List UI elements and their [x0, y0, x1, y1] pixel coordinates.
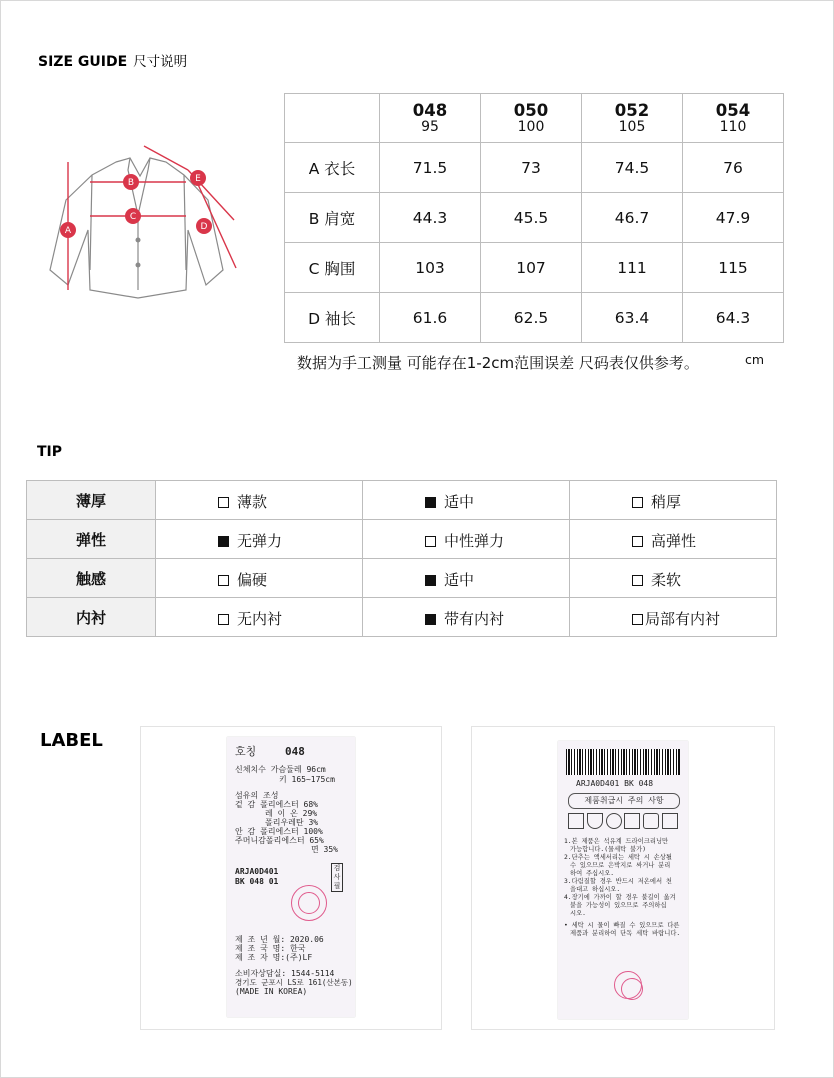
- tip-option-label: 局部有内衬: [645, 610, 721, 628]
- tag-size-title: 호칭: [235, 745, 257, 758]
- checkbox-checked-icon: [218, 536, 229, 547]
- size-row-shoulder: [285, 193, 784, 243]
- tip-row-label: 触感: [27, 559, 156, 598]
- jacket-button: [136, 263, 141, 268]
- tag-line: • 세탁 시 물이 빠질 수 있으므로 다른: [564, 922, 680, 929]
- tag-line: 시오.: [570, 910, 586, 917]
- marker-e: [190, 170, 206, 186]
- tip-option-label: 适中: [444, 571, 475, 589]
- size-cell: 64.3: [683, 293, 784, 343]
- size-cell: 73: [481, 143, 582, 193]
- tag-line: 경기도 군포시 LS로 161(산본동): [235, 978, 353, 987]
- svg-text:E: E: [195, 174, 201, 184]
- size-cell: 74.5: [582, 143, 683, 193]
- tip-option: [156, 481, 363, 520]
- checkbox-icon: [632, 497, 643, 508]
- wash-icon: [568, 813, 584, 829]
- size-header-050: 050 100: [481, 94, 582, 143]
- size-table-header-row: [285, 94, 784, 143]
- tip-option: [570, 559, 777, 598]
- size-row-sleeve: [285, 293, 784, 343]
- checkbox-icon: [218, 575, 229, 586]
- checkbox-checked-icon: [425, 497, 436, 508]
- svg-text:C: C: [129, 212, 137, 222]
- size-cell: 76: [683, 143, 784, 193]
- tip-option-label: 柔软: [651, 571, 682, 589]
- tip-option-label: 适中: [444, 493, 475, 511]
- tip-row-thickness: [27, 481, 777, 520]
- svg-text:A: A: [64, 226, 72, 236]
- tag-line: 섬유의 조성: [235, 791, 279, 800]
- tip-option: [156, 520, 363, 559]
- tag-line: 제 조 국 명: 한국: [235, 944, 306, 953]
- inspection-stamp: [291, 885, 327, 921]
- tag-line: BK 048 01: [235, 877, 279, 886]
- checkbox-icon: [425, 536, 436, 547]
- size-cell: 61.6: [380, 293, 481, 343]
- svg-text:B: B: [127, 178, 135, 188]
- size-cell: 47.9: [683, 193, 784, 243]
- tip-option: [156, 559, 363, 598]
- tag-line: 제품과 분리하여 단독 세탁 바랍니다.: [570, 930, 681, 937]
- checkbox-checked-icon: [425, 614, 436, 625]
- no-tumble-dry-icon: [662, 813, 678, 829]
- tip-option-label: 中性弹力: [444, 532, 505, 550]
- tag-line: 3.다림질할 경우 반드시 저온에서 천: [564, 878, 672, 885]
- tag-line: 수 있으므로 은박지로 싸거나 분리: [570, 862, 671, 869]
- tag-line: 가능합니다.(물세탁 불가): [570, 846, 646, 853]
- size-header-054: 054 110: [683, 94, 784, 143]
- size-guide-title: [38, 50, 187, 70]
- marker-a: [60, 222, 76, 238]
- jacket-button: [136, 238, 141, 243]
- tip-option-label: 稍厚: [651, 493, 682, 511]
- checkbox-icon: [632, 536, 643, 547]
- tip-option: [363, 520, 570, 559]
- checkbox-icon: [218, 497, 229, 508]
- size-row-label: D 袖长: [285, 293, 380, 343]
- no-bleach-icon: [624, 813, 640, 829]
- tag-line: (MADE IN KOREA): [235, 987, 308, 996]
- tip-option: [363, 481, 570, 520]
- tip-row-touch: [27, 559, 777, 598]
- size-header-052: 052 105: [582, 94, 683, 143]
- tag-line: 신체치수 가슴둘레 96cm: [235, 765, 326, 774]
- tip-option: [570, 520, 777, 559]
- jacket-measurement-diagram: [38, 140, 248, 310]
- tag-line: 겉 감 폴리에스터 68%: [235, 800, 318, 809]
- tag-line: 폴리우레탄 3%: [265, 818, 319, 827]
- tag-line: 붙을 가능성이 있으므로 주의하십: [570, 902, 667, 909]
- size-cell: 62.5: [481, 293, 582, 343]
- tag-line: 소비자상담실: 1544-5114: [235, 969, 335, 978]
- size-header-048: 048 95: [380, 94, 481, 143]
- care-symbols: [568, 813, 678, 829]
- tip-option: [570, 598, 777, 637]
- checkbox-icon: [632, 614, 643, 625]
- tip-option-label: 无弹力: [237, 532, 283, 550]
- size-guide-title-cn: 尺寸说明: [133, 54, 188, 70]
- checkbox-icon: [218, 614, 229, 625]
- size-cell: 107: [481, 243, 582, 293]
- tag-line: 2.단추는 액세서리는 세탁 시 손상될: [564, 854, 672, 861]
- size-row-label: A 衣长: [285, 143, 380, 193]
- care-tag-front: [227, 737, 355, 1017]
- barcode-icon: [566, 749, 680, 775]
- tag-line: 주머니감폴리에스터 65%: [235, 836, 324, 845]
- size-cell: 46.7: [582, 193, 683, 243]
- size-cell: 71.5: [380, 143, 481, 193]
- care-title: 제품취급시 주의 사항: [568, 793, 680, 809]
- tag-line: 4.장기에 가까이 할 경우 불길이 옮겨: [564, 894, 676, 901]
- size-row-length: [285, 143, 784, 193]
- checkbox-icon: [632, 575, 643, 586]
- tag-inspect-box: 검사필: [331, 863, 343, 892]
- size-cell: 111: [582, 243, 683, 293]
- checkbox-checked-icon: [425, 575, 436, 586]
- size-cell: 103: [380, 243, 481, 293]
- tag-line: 제 조 자 명:(주)LF: [235, 953, 313, 962]
- size-table: [284, 93, 784, 343]
- tip-option-label: 偏硬: [237, 571, 268, 589]
- tag-size-value: 048: [285, 745, 305, 758]
- size-row-label: B 肩宽: [285, 193, 380, 243]
- tip-row-lining: [27, 598, 777, 637]
- tip-option: [570, 481, 777, 520]
- tip-row-label: 内衬: [27, 598, 156, 637]
- marker-d: [196, 218, 212, 234]
- label-photo-right: [471, 726, 775, 1030]
- size-row-chest: [285, 243, 784, 293]
- size-cell: 115: [683, 243, 784, 293]
- tag-line: 키 165~175cm: [279, 775, 335, 784]
- size-table-corner: [285, 94, 380, 143]
- label-photo-left: [140, 726, 442, 1030]
- label-title: LABEL: [40, 730, 103, 751]
- tag-line: 을대고 하십시오.: [570, 886, 621, 893]
- tag-code-line: ARJA0D401 BK 048: [576, 779, 654, 788]
- tag-line: 하여 주십시오.: [570, 870, 615, 877]
- care-tag-back: [558, 741, 688, 1019]
- size-cell: 63.4: [582, 293, 683, 343]
- measurement-note: 数据为手工测量 可能存在1-2cm范围误差 尺码表仅供参考。: [297, 354, 699, 372]
- tag-line: 제 조 년 월: 2020.06: [235, 935, 324, 944]
- tag-line: 면 35%: [311, 845, 338, 854]
- inspection-stamp: [614, 971, 642, 999]
- tag-line: ARJA0D401: [235, 867, 279, 876]
- tip-option: [363, 559, 570, 598]
- size-cell: 45.5: [481, 193, 582, 243]
- tag-line: 레 이 온 29%: [265, 809, 318, 818]
- iron-icon: [643, 813, 659, 829]
- tip-option-label: 带有内衬: [444, 610, 505, 628]
- svg-text:D: D: [200, 222, 208, 232]
- tip-row-elasticity: [27, 520, 777, 559]
- dry-clean-icon: [606, 813, 622, 829]
- size-guide-title-en: SIZE GUIDE: [38, 54, 128, 70]
- tip-title: TIP: [37, 444, 63, 460]
- hand-wash-icon: [587, 813, 603, 829]
- size-cell: 44.3: [380, 193, 481, 243]
- tip-option: [363, 598, 570, 637]
- tip-table: [26, 480, 777, 637]
- tip-option-label: 高弹性: [651, 532, 697, 550]
- measurement-lines: [68, 146, 236, 290]
- tip-row-label: 薄厚: [27, 481, 156, 520]
- tip-option: [156, 598, 363, 637]
- unit-label: cm: [745, 352, 765, 367]
- marker-b: [123, 174, 139, 190]
- marker-c: [125, 208, 141, 224]
- tip-row-label: 弹性: [27, 520, 156, 559]
- size-row-label: C 胸围: [285, 243, 380, 293]
- tag-line: 안 감 폴리에스터 100%: [235, 827, 323, 836]
- tip-option-label: 无内衬: [237, 610, 283, 628]
- tip-option-label: 薄款: [237, 493, 268, 511]
- tag-line: 1.본 제품은 석유계 드라이크리닝만: [564, 838, 669, 845]
